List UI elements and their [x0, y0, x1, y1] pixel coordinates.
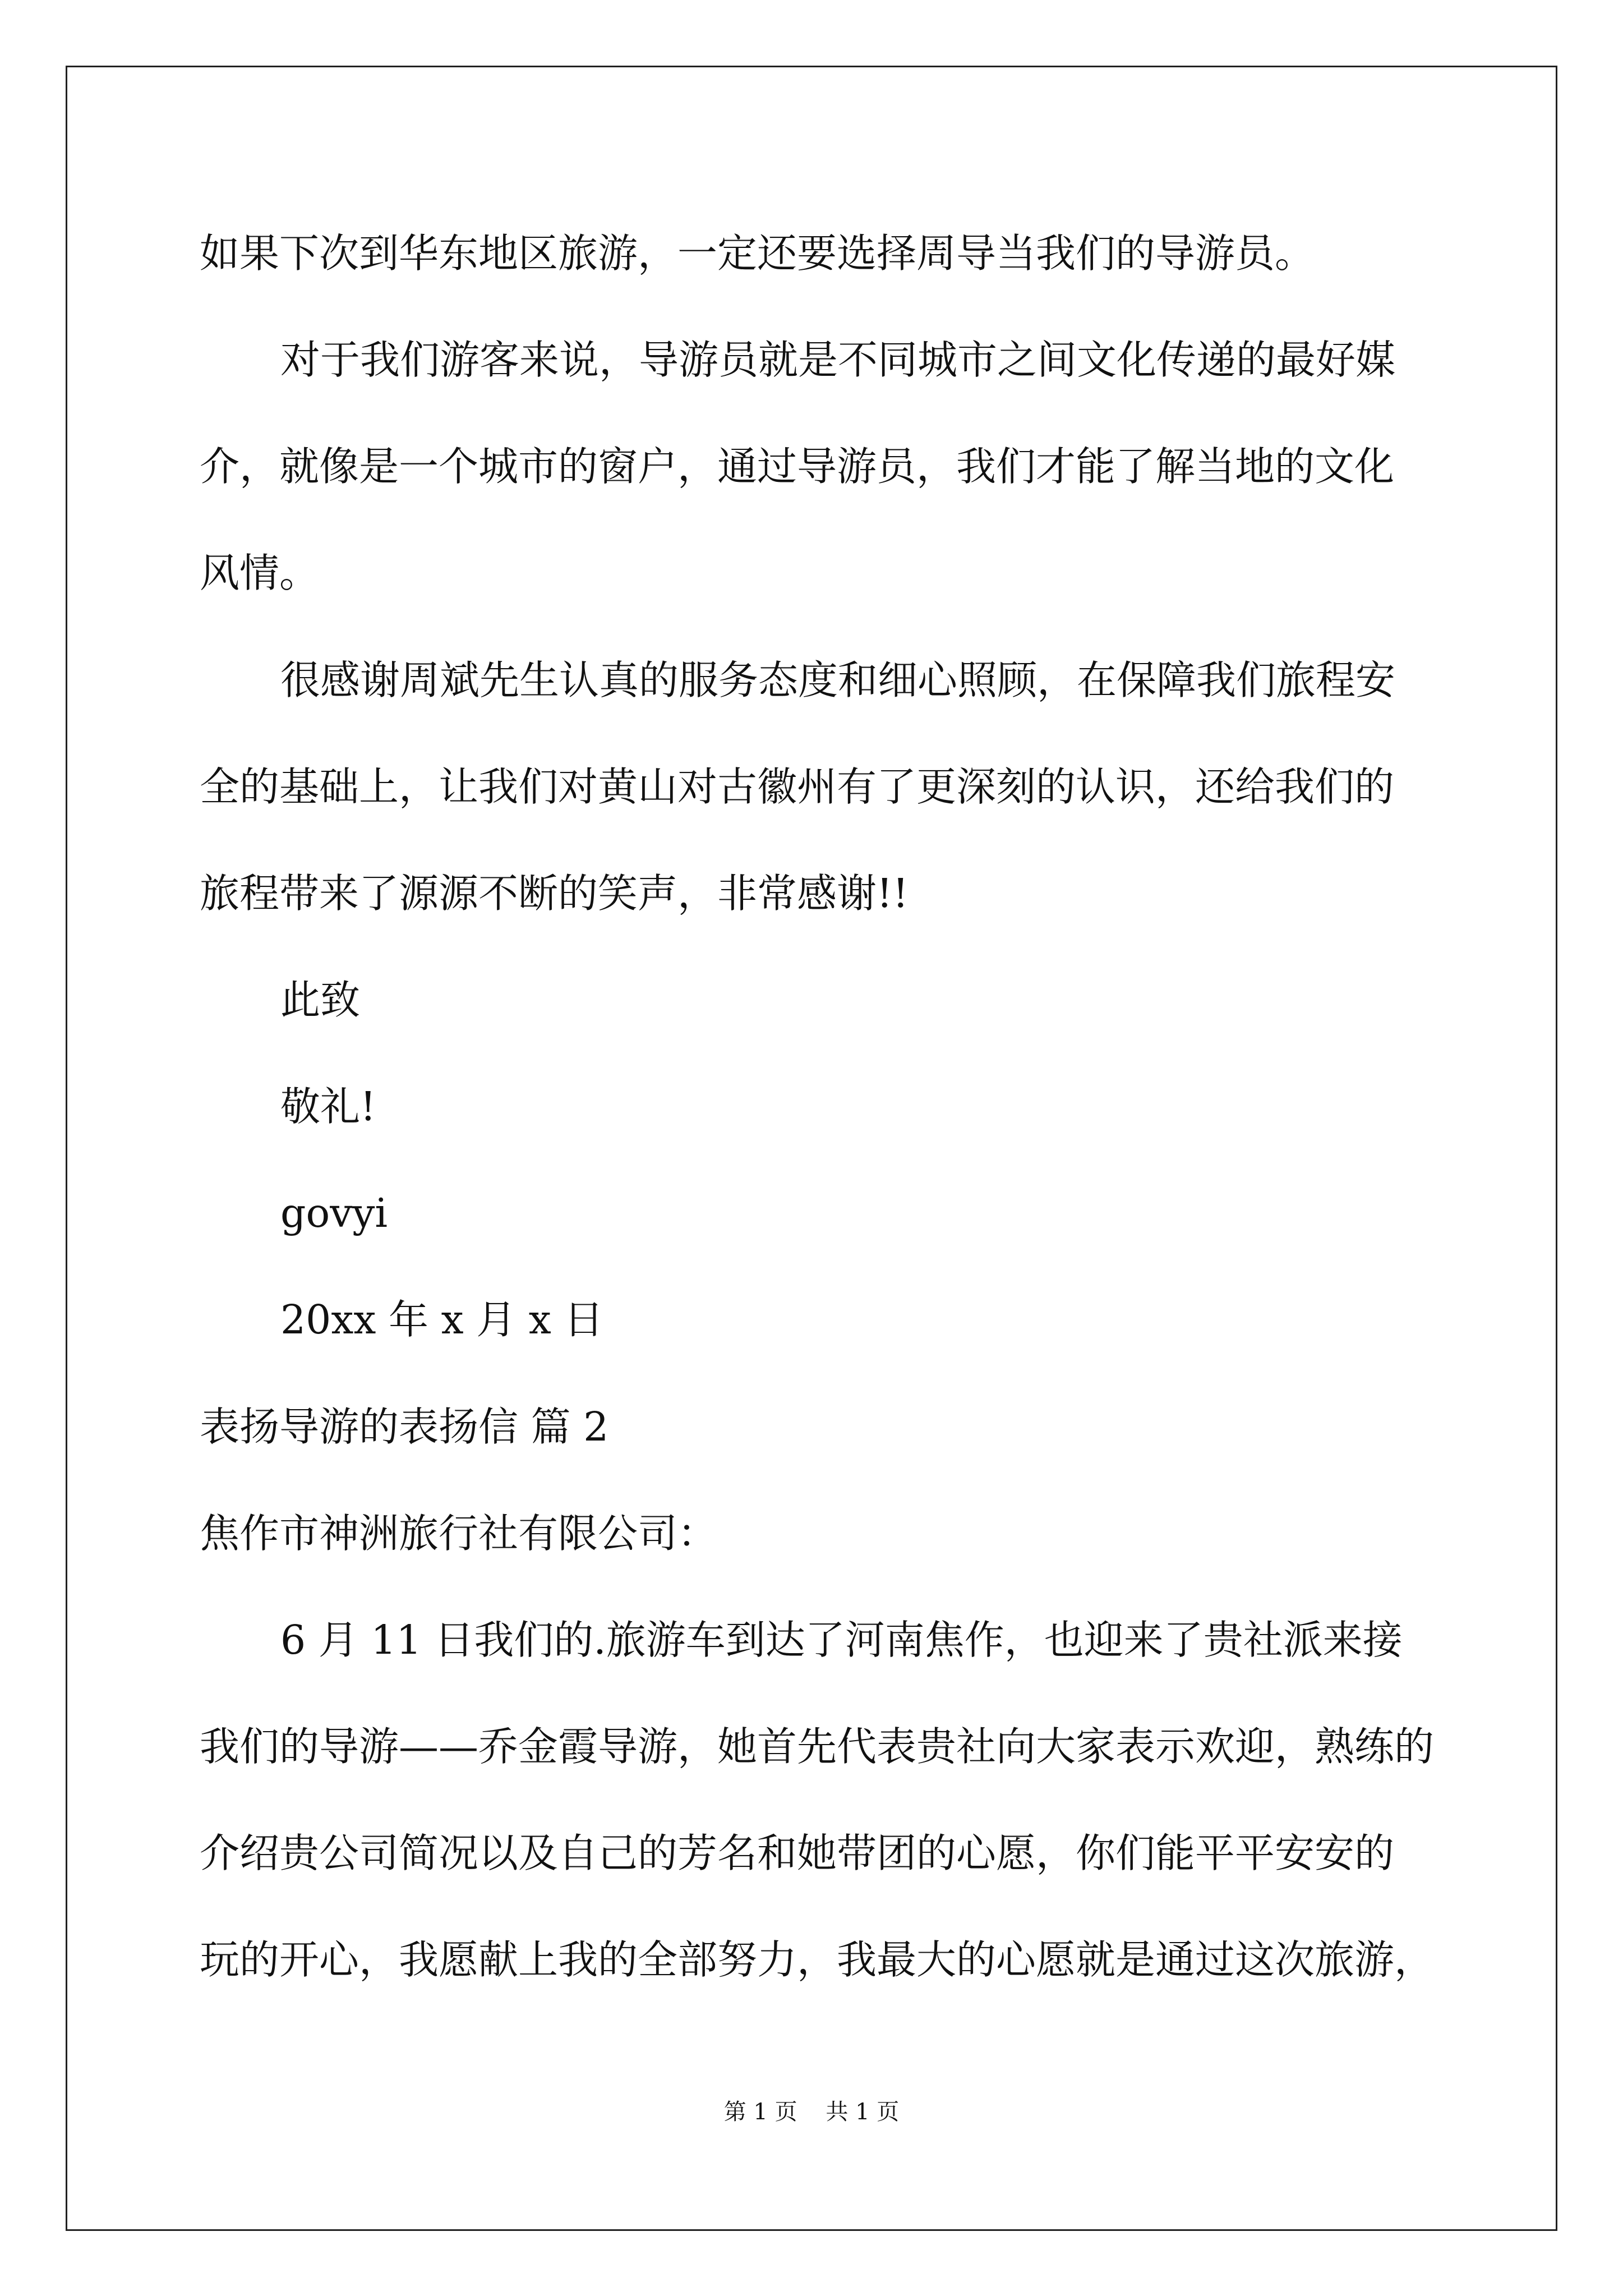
- section-heading: 表扬导游的表扬信 篇 2: [200, 1404, 609, 1450]
- body-line: 我们的导游——乔金霞导游，她首先代表贵社向大家表示欢迎，熟练的: [200, 1723, 1435, 1770]
- body-line: 全的基础上，让我们对黄山对古徽州有了更深刻的认识，还给我们的: [200, 763, 1395, 810]
- body-line: 介，就像是一个城市的窗户，通过导游员，我们才能了解当地的文化: [200, 443, 1395, 490]
- body-line: 风情。: [200, 550, 320, 596]
- recipient-line: 焦作市神洲旅行社有限公司：: [200, 1510, 718, 1557]
- body-line: 如果下次到华东地区旅游，一定还要选择周导当我们的导游员。: [200, 230, 1315, 277]
- body-line: 很感谢周斌先生认真的服务态度和细心照顾，在保障我们旅程安: [280, 657, 1396, 703]
- date-line: 20xx 年 x 月 x 日: [280, 1296, 604, 1343]
- body-line: 玩的开心，我愿献上我的全部努力，我最大的心愿就是通过这次旅游，: [200, 1936, 1435, 1983]
- body-line: 介绍贵公司简况以及自己的芳名和她带团的心愿，你们能平平安安的: [200, 1830, 1395, 1876]
- body-line: 6 月 11 日我们的.旅游车到达了河南焦作，也迎来了贵社派来接: [280, 1617, 1403, 1663]
- page-number-footer: 第 1 页 共 1 页: [723, 2099, 900, 2125]
- signature-line: govyi: [280, 1190, 388, 1236]
- body-line: 旅程带来了源源不断的笑声，非常感谢!!: [200, 870, 909, 917]
- body-line: 对于我们游客来说，导游员就是不同城市之间文化传递的最好媒: [280, 337, 1396, 383]
- closing-line: 此致: [280, 977, 361, 1023]
- salutation-line: 敬礼!: [280, 1083, 376, 1130]
